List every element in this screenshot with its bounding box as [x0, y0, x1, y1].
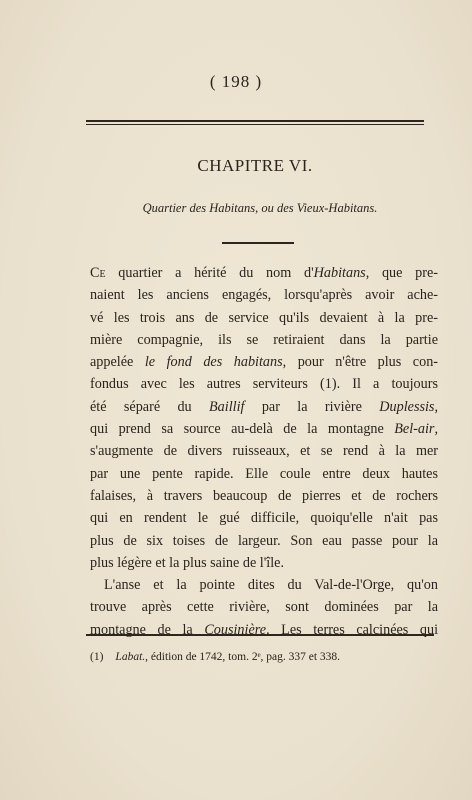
- text-line: naient les anciens engagés, lorsqu'après avoir ache-: [90, 287, 438, 304]
- text-line: montagne de la Cousinière. Les terres calcinées qui: [90, 621, 439, 638]
- chapter-subtitle: Quartier des Habitans, ou des Vieux-Habitans.: [142, 201, 378, 215]
- text-line: Ce quartier a hérité du nom d'Habitans, que pre-: [90, 265, 438, 281]
- footnote-text: , édition de 1742, tom. 2ᵉ, pag. 337 et 338.: [145, 651, 341, 663]
- body-text: [90, 262, 438, 641]
- text-line: trouve après cette rivière, sont dominées par la: [90, 599, 438, 616]
- text-line: L'anse et la pointe dites du Val-de-l'Orge, qu'on: [104, 577, 438, 594]
- footnote-rule: [86, 634, 434, 636]
- text-line: s'augmente de divers ruisseaux, et se rend à la mer: [90, 443, 438, 460]
- text-line: mière compagnie, ils se retiraient dans la partie: [90, 331, 438, 348]
- footnote: [90, 651, 438, 663]
- text-line: appelée le fond des habitans, pour n'être plus con-: [90, 354, 439, 371]
- chapter-title: CHAPITRE VI.: [197, 156, 313, 175]
- footnote-author: Labat.: [115, 651, 146, 663]
- header-rule: [86, 120, 424, 122]
- text-line: qui en rendent le gué difficile, quoiqu'elle n'ait pas: [90, 510, 438, 527]
- text-line: fondus avec les autres serviteurs (1). Il a toujours: [90, 376, 438, 393]
- title-divider: [222, 242, 294, 244]
- text-line: plus légère et la plus saine de l'île.: [90, 554, 285, 571]
- page-number: ( 198 ): [209, 72, 263, 91]
- text-line: plus de six toises de largeur. Son eau passe pour la: [90, 532, 438, 549]
- text-line: par une pente rapide. Elle coule entre deux hautes: [90, 465, 438, 482]
- text-line: vé les trois ans de service qu'ils devaient à la pre-: [90, 309, 438, 326]
- text-line: falaises, à travers beaucoup de pierres et de rochers: [90, 487, 438, 504]
- footnote-number: (1): [90, 651, 104, 663]
- text-line: été séparé du Baillif par la rivière Duplessis,: [90, 398, 438, 415]
- text-line: qui prend sa source au-delà de la montagne Bel-air,: [90, 421, 438, 438]
